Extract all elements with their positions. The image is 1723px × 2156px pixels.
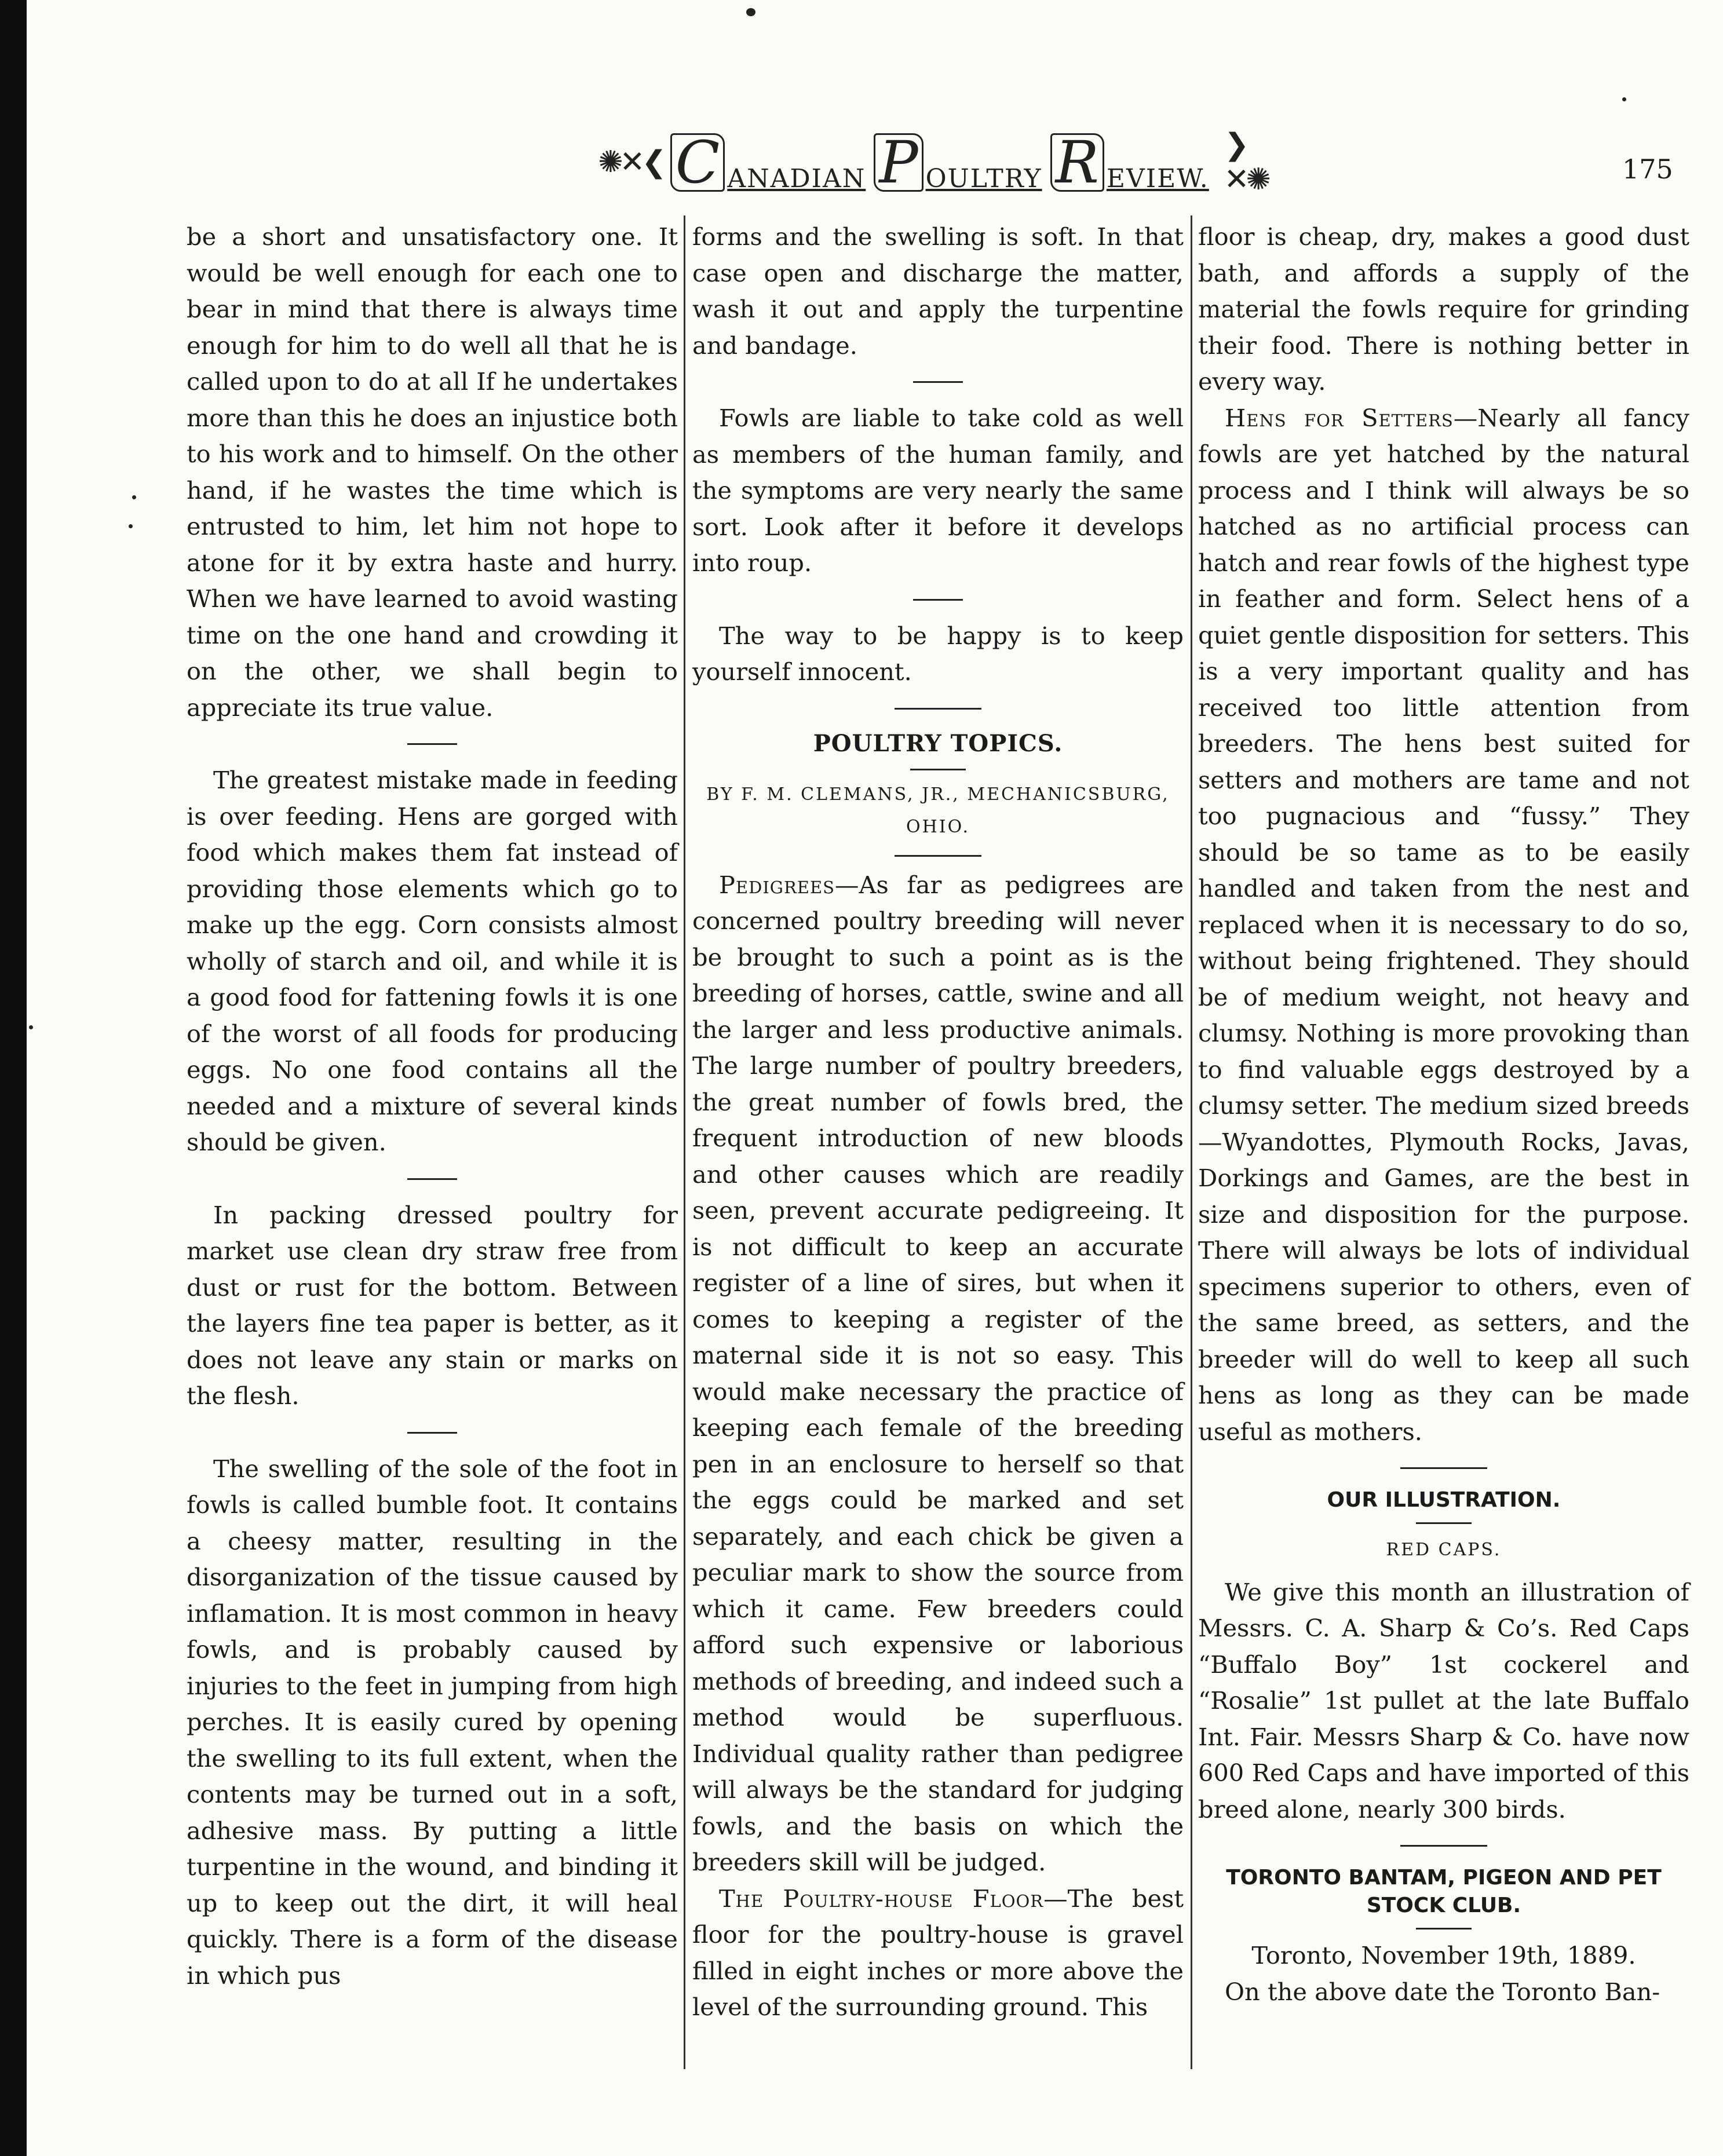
section-rule xyxy=(913,381,963,383)
paragraph: floor is cheap, dry, makes a good dust bath, and affords a supply of the material the fowls require for grinding their food. There is nothing better in every way. xyxy=(1198,222,1689,396)
paragraph-body: —The best floor for the poultry-house is gravel filled in eight inches or more above the level of the surrounding ground. This xyxy=(692,1884,1184,2021)
masthead-word-poultry: OULTRY xyxy=(925,163,1042,193)
masthead-initial-r: R xyxy=(1050,133,1104,192)
paragraph: Fowls are liable to take cold as well as members of the human family, and the symptoms are very nearly the same sort. Look after it before it develops into roup. xyxy=(692,404,1184,577)
left-ornament: ✺✕❮ xyxy=(598,145,663,180)
paragraph: On the above date the Toronto Ban- xyxy=(1225,1977,1660,2006)
ink-speck xyxy=(29,1025,33,1029)
paragraph xyxy=(692,1881,1184,2026)
paragraph: In packing dressed poultry for market use clean dry straw free from dust or rust for the bottom. Between the layers fine tea paper is better, as it does not leave any stain or marks on the flesh. xyxy=(187,1200,678,1410)
right-ornament: ❯✕✺ xyxy=(1224,127,1268,197)
article-byline: BY F. M. CLEMANS, JR., MECHANICSBURG, OHIO. xyxy=(706,784,1170,837)
section-rule xyxy=(407,1432,457,1434)
masthead xyxy=(598,127,1268,197)
paragraph-lead: Hens for Setters xyxy=(1225,403,1454,432)
masthead-initial-p: P xyxy=(874,133,923,192)
paragraph xyxy=(692,867,1184,1881)
paragraph: We give this month an illustration of Messrs. C. A. Sharp & Co’s. Red Caps “Buffalo Boy” 1st cockerel and “Rosalie” 1st pullet at the late Buffalo Int. Fair. Messrs Sharp & Co. have now 600 Red Caps and have imported of this breed alone, nearly 300 birds. xyxy=(1198,1577,1689,1824)
heading-rule xyxy=(910,769,966,770)
section-rule xyxy=(895,708,981,710)
paragraph xyxy=(1198,400,1689,1450)
masthead-word-canadian: ANADIAN xyxy=(727,163,866,193)
dateline: Toronto, November 19th, 1889. xyxy=(1251,1941,1636,1969)
section-rule xyxy=(1400,1845,1487,1847)
paragraph-lead: Pedigrees xyxy=(719,870,835,899)
heading-rule xyxy=(1416,1928,1472,1930)
section-rule xyxy=(895,855,981,857)
column-3 xyxy=(1198,219,1689,2010)
paragraph-lead: The Poultry-house Floor xyxy=(719,1884,1044,1913)
section-subheading: RED CAPS. xyxy=(1386,1540,1502,1560)
ink-speck xyxy=(746,8,755,16)
column-1 xyxy=(187,219,678,1994)
heading-rule xyxy=(1416,1522,1472,1524)
paragraph-body: —Nearly all fancy fowls are yet hatched by the natural process and I think will always be so hatched as no artificial process can hatch and rear fowls of the highest type in feather and form. Select hens of a quiet gentle disposition for setters. This is a very important quality and has received too little attention from breeders. The hens best suited for setters and mothers are tame and not too pugnacious and “fussy.” They should be so tame as to be easily handled and taken from the nest and replaced when it is necessary to do so, without being frightened. They should be of medium weight, not heavy and clumsy. Nothing is more provoking than to find valuable eggs destroyed by a clumsy setter. The medium sized breeds—Wyandottes, Plymouth Rocks, Javas, Dorkings and Games, are the best in size and disposition for the purpose. There will always be lots of individual specimens superior to others, even of the same breed, as setters, and the breeder will do well to keep all such hens as long as they can be made useful as mothers. xyxy=(1198,403,1689,1446)
section-rule xyxy=(407,1178,457,1180)
paragraph-body: —As far as pedigrees are concerned poultry breeding will never be brought to such a point as is the breeding of horses, cattle, swine and all the larger and less productive animals. The large number of poultry breeders, the great number of fowls bred, the frequent introduction of new bloods and other causes which are readily seen, prevent accurate pedigreeing. It is not difficult to keep an accurate register of a line of sires, but when it comes to keeping a register of the maternal side it is not so easy. This would make necessary the practice of keeping each female of the breeding pen in an enclosure to herself so that the eggs could be marked and set separately, and each chick be given a peculiar mark to show the source from which it came. Few breeders could afford such expensive or laborious methods of breeding, and indeed such a method would be superfluous. Individual quality rather than pedigree will always be the standard for judging fowls, and the basis on which the breeders skill will be judged. xyxy=(692,870,1184,1876)
article-heading: POULTRY TOPICS. xyxy=(813,729,1063,757)
masthead-title xyxy=(670,128,1217,196)
ink-speck xyxy=(132,495,136,499)
paragraph: be a short and unsatisfactory one. It would be well enough for each one to bear in mind that there is always time enough for him to do well all that he is called upon to do at all If he undertakes more than this he does an injustice both to his work and to himself. On the other hand, if he wastes the time which is entrusted to him, let him not hope to atone for it by extra haste and hurry. When we have learned to avoid wasting time on the one hand and crowding it on the other, we shall begin to appreciate its true value. xyxy=(187,222,678,722)
paragraph: The way to be happy is to keep yourself innocent. xyxy=(692,621,1184,686)
ink-speck xyxy=(129,524,133,528)
page-spine-shadow xyxy=(0,0,27,2156)
section-rule xyxy=(913,599,963,601)
section-heading: OUR ILLUSTRATION. xyxy=(1327,1488,1561,1512)
section-rule xyxy=(1400,1467,1487,1469)
paragraph: The greatest mistake made in feeding is over feeding. Hens are gorged with food which makes them fat instead of providing those elements which go to make up the egg. Corn consists almost wholly of starch and oil, and while it is a good food for fattening fowls it is one of the worst of all foods for producing eggs. No one food contains all the needed and a mixture of several kinds should be given. xyxy=(187,766,678,1156)
column-divider-2 xyxy=(1191,215,1192,2069)
paragraph: forms and the swelling is soft. In that case open and discharge the matter, wash it out and apply the turpentine and bandage. xyxy=(692,222,1184,360)
paragraph: The swelling of the sole of the foot in fowls is called bumble foot. It contains a cheesy matter, resulting in the disorganization of the tissue caused by inflamation. It is most common in heavy fowls, and is probably caused by injuries to the feet in jumping from high perches. It is easily cured by opening the swelling to its full extent, when the contents may be turned out in a soft, adhesive mass. By putting a little turpentine in the wound, and binding it up to keep out the dirt, it will heal quickly. There is a form of the disease in which pus xyxy=(187,1454,678,1990)
masthead-word-review: EVIEW. xyxy=(1106,163,1209,193)
page-number: 175 xyxy=(1622,154,1673,185)
column-divider-1 xyxy=(684,215,685,2069)
ink-speck xyxy=(1622,97,1626,101)
section-rule xyxy=(407,743,457,745)
masthead-initial-c: C xyxy=(670,133,725,192)
section-heading: TORONTO BANTAM, PIGEON AND PET STOCK CLUB. xyxy=(1226,1866,1662,1917)
column-2 xyxy=(692,219,1184,2026)
